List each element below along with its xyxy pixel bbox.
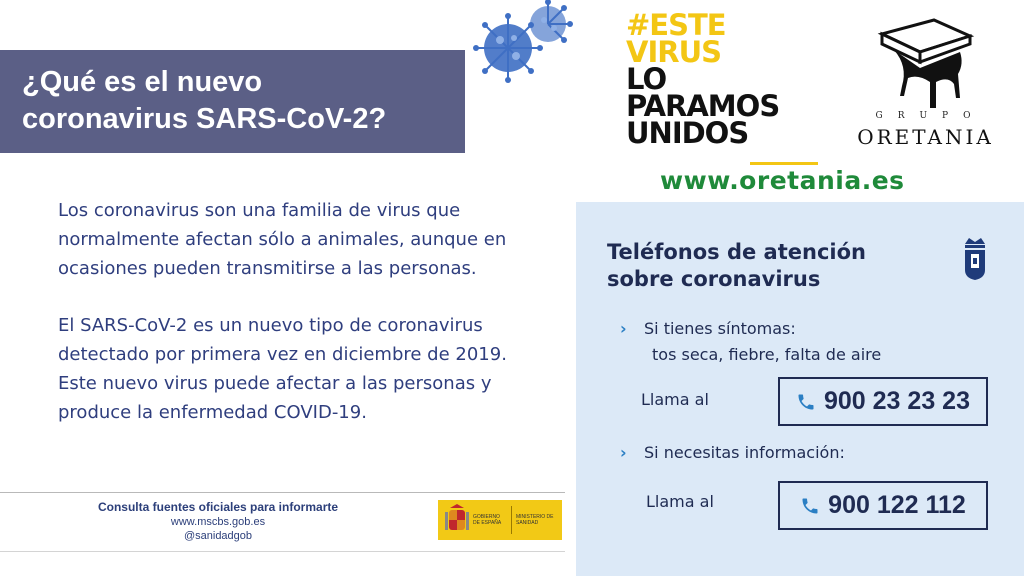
slogan-line-3: LO [626,62,667,96]
symptoms-detail: tos seca, fiebre, falta de aire [652,345,882,364]
slogan-line-2: VIRUS [626,35,721,69]
slogan-line-5: UNIDOS [626,116,749,150]
gov-name: GOBIERNO DE ESPAÑA [473,514,502,526]
footer-title: Consulta fuentes oficiales para informarte [97,500,339,514]
heading-line-1: Teléfonos de atención [607,240,866,264]
helpline-panel [576,202,1024,576]
paragraph-sars-cov-2: El SARS-CoV-2 es un nuevo tipo de coronavirus detectado por primera vez en diciembre de 2019. Este nuevo virus puede afectar a las personas y produce la enfermedad COVID-19. [58,315,507,423]
virus-icon [468,0,578,100]
information-bullet [620,443,845,462]
paragraph-coronavirus-family: Los coronavirus son una familia de virus que normalmente afectan sólo a animales, aunque en ocasiones pueden transmitirse a las personas. [58,200,507,279]
slogan-line-1: #ESTE [626,8,726,42]
phone-icon [796,392,816,412]
website-link[interactable]: www.oretania.es [660,166,905,195]
url-accent-bar [750,162,818,165]
ministry-name: MINISTERIO DE SANIDAD [516,514,554,526]
phone-number-2[interactable] [778,481,988,530]
phone-number-1-text: 900 23 23 23 [824,387,970,415]
footer-divider [0,492,565,493]
oretania-logo [838,12,1018,152]
slogan-line-4: PARAMOS [626,89,780,123]
footer-handle[interactable]: @sanidadgob [183,530,253,542]
title-banner [0,50,465,153]
information-label: Si necesitas información: [644,443,845,462]
region-emblem-icon [961,236,989,280]
ministry-logo [438,500,562,540]
symptoms-label: Si tienes síntomas: [644,319,796,338]
chevron-right-icon: › [620,319,627,338]
phone-number-1[interactable] [778,377,988,426]
footer-site-link[interactable]: www.mscbs.gob.es [170,516,266,528]
body-text [58,196,528,455]
spain-crest-icon [444,504,470,536]
chevron-right-icon: › [620,443,627,462]
phone-number-2-text: 900 122 112 [828,491,966,519]
heading-line-2: sobre coronavirus [607,267,821,291]
call-label-2: Llama al [646,492,714,511]
campaign-slogan [626,8,826,150]
helpline-heading [607,239,927,293]
brand-name: ORETANIA [857,125,994,149]
logo-separator [511,506,512,534]
phone-icon [800,496,820,516]
footer-bottom-divider [0,551,565,552]
footer-sources [88,500,348,543]
symptoms-bullet [620,319,796,338]
brand-grupo: GRUPO [875,111,986,121]
call-label-1: Llama al [641,390,709,409]
title-line-1: ¿Qué es el nuevo [22,66,263,98]
title-line-2: coronavirus SARS-CoV-2? [22,103,387,135]
capital-column-icon [838,12,1018,112]
